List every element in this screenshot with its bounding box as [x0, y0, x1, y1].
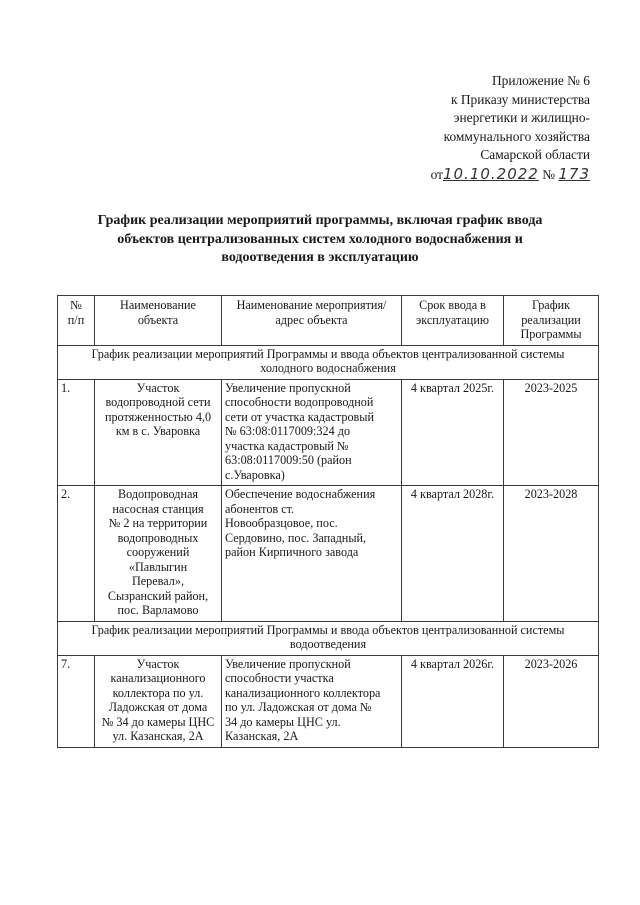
header-text-line: №: [70, 298, 82, 312]
row-number: 2.: [58, 486, 95, 622]
order-date-number: [400, 165, 590, 185]
object-text-line: Водопроводная: [117, 487, 199, 501]
title-line-1: График реализации мероприятий программы, включая график ввода: [97, 213, 543, 228]
header-text-line: Срок ввода в: [419, 298, 486, 312]
section-text-line: холодного водоснабжения: [260, 361, 396, 375]
measure-text-line: по ул. Ладожская от дома №: [225, 700, 372, 714]
row-schedule-period: 2023-2028: [504, 486, 599, 622]
object-text-line: «Павлыгин: [128, 559, 188, 574]
object-text-line: протяженностью 4,0: [104, 409, 212, 424]
order-number-label: №: [542, 166, 555, 182]
appendix-ministry-line1: энергетики и жилищно-: [453, 110, 590, 126]
measure-text-line: абонентов ст.: [225, 501, 295, 516]
header-period: [504, 296, 599, 346]
object-text-line: Участок: [136, 656, 180, 671]
header-object: [95, 296, 222, 346]
row-commission-date: 4 квартал 2028г.: [402, 486, 504, 622]
header-text-line: эксплуатацию: [416, 312, 489, 327]
header-text-line: Наименование: [120, 298, 196, 312]
object-text-line: ул. Казанская, 2А: [112, 729, 204, 743]
header-text-line: График: [531, 298, 571, 312]
object-text-line: водопроводной сети: [105, 395, 211, 409]
row-schedule-period: 2023-2025: [504, 379, 599, 486]
appendix-ministry-line2: коммунального хозяйства: [443, 128, 590, 144]
row-commission-date: 4 квартал 2026г.: [402, 655, 504, 747]
section-text-line: График реализации мероприятий Программы и ввода объектов централизованной системы: [91, 346, 565, 361]
row-measure: [222, 379, 402, 486]
object-text-line: пос. Варламово: [117, 603, 199, 617]
header-text-line: объекта: [137, 312, 179, 327]
order-number-handwritten: 173: [558, 164, 590, 183]
object-text-line: № 2 на территории: [108, 516, 208, 530]
header-num: [58, 296, 95, 346]
schedule-table: [57, 295, 599, 748]
title-line-3: водоотведения в эксплуатацию: [221, 250, 419, 265]
measure-text-line: сети от участка кадастровый: [225, 409, 375, 424]
order-date-handwritten: 10.10.2022: [442, 164, 539, 183]
header-text-line: реализации: [521, 312, 581, 327]
section-text-line: водоотведения: [289, 637, 367, 651]
object-text-line: № 34 до камеры ЦНС: [101, 714, 215, 729]
row-measure: [222, 655, 402, 747]
object-text-line: коллектора по ул.: [112, 685, 204, 700]
appendix-header: [400, 72, 590, 185]
measure-text-line: Сердовино, пос. Западный,: [225, 530, 367, 545]
measure-text-line: участка кадастровый №: [225, 438, 349, 453]
row-schedule-period: 2023-2026: [504, 655, 599, 747]
measure-text-line: 34 до камеры ЦНС ул.: [225, 714, 341, 729]
appendix-order-ref: к Приказу министерства: [451, 91, 590, 107]
appendix-region: Самарской области: [480, 147, 590, 163]
object-text-line: канализационного: [110, 671, 206, 685]
measure-text-line: Новообразцовое, пос.: [225, 516, 338, 530]
row-object-name: [95, 655, 222, 747]
measure-text-line: район Кирпичного завода: [225, 545, 359, 559]
header-measure: [222, 296, 402, 346]
section-title-water-supply: [58, 345, 599, 379]
table-row: [58, 486, 599, 622]
header-text-line: адрес объекта: [275, 312, 348, 327]
object-text-line: Участок: [136, 380, 180, 395]
object-text-line: Ладожская от дома: [108, 700, 208, 714]
order-prefix: от: [430, 166, 443, 182]
measure-text-line: канализационного коллектора: [225, 685, 381, 700]
header-text-line: п/п: [67, 312, 85, 327]
object-text-line: насосная станция: [112, 501, 204, 516]
measure-text-line: способности участка: [225, 671, 334, 685]
table-header-row: [58, 296, 599, 346]
row-measure: [222, 486, 402, 622]
row-object-name: [95, 486, 222, 622]
measure-text-line: Казанская, 2А: [225, 729, 299, 743]
row-commission-date: 4 квартал 2025г.: [402, 379, 504, 486]
header-text-line: Программы: [520, 327, 582, 341]
header-date: [402, 296, 504, 346]
measure-text-line: Увеличение пропускной: [225, 656, 351, 671]
section-row-water-supply: [58, 345, 599, 379]
object-text-line: сооружений: [126, 545, 190, 559]
measure-text-line: с.Уваровка): [225, 467, 285, 482]
appendix-number: Приложение № 6: [491, 73, 590, 88]
measure-text-line: № 63:08:0117009:324 до: [225, 424, 351, 438]
measure-text-line: Обеспечение водоснабжения: [225, 487, 376, 501]
header-text-line: Наименование мероприятия/: [236, 298, 387, 312]
row-object-name: [95, 379, 222, 486]
measure-text-line: 63:08:0117009:50 (район: [225, 453, 352, 467]
row-number: 7.: [58, 655, 95, 747]
measure-text-line: Увеличение пропускной: [225, 380, 351, 395]
object-text-line: Сызранский район,: [107, 588, 209, 603]
measure-text-line: способности водопроводной: [225, 395, 374, 409]
section-title-wastewater: [58, 621, 599, 655]
section-text-line: График реализации мероприятий Программы и ввода объектов централизованной системы: [91, 622, 565, 637]
object-text-line: Перевал»,: [131, 574, 185, 588]
title-line-2: объектов централизованных систем холодного водоснабжения и: [117, 231, 523, 247]
section-row-wastewater: [58, 621, 599, 655]
row-number: 1.: [58, 379, 95, 486]
document-title: [70, 212, 570, 268]
table-row: [58, 655, 599, 747]
object-text-line: км в с. Уваровка: [115, 424, 201, 438]
object-text-line: водопроводных: [117, 530, 199, 545]
table-row: [58, 379, 599, 486]
